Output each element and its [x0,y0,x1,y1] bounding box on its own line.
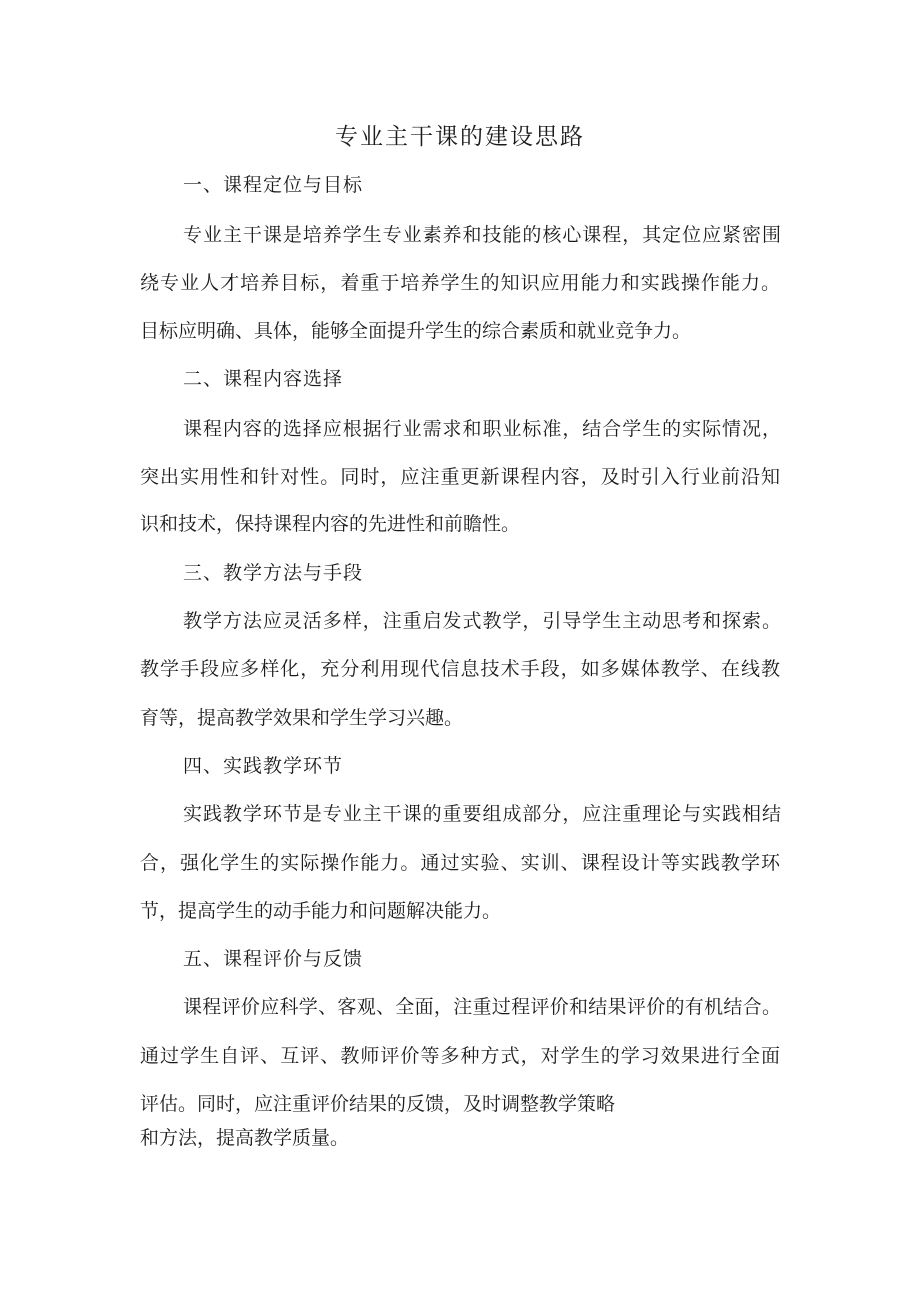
paragraph-line: 评估。同时，应注重评价结果的反馈，及时调整教学策略 [140,1093,616,1115]
paragraph-line: 和方法，提高教学质量。 [140,1127,350,1149]
paragraph-line: 教学方法应灵活多样，注重启发式教学，引导学生主动思考和探索。 [183,610,781,632]
paragraph-line: 课程内容的选择应根据行业需求和职业标准，结合学生的实际情况， [183,418,781,440]
document-title: 专业主干课的建设思路 [335,124,585,150]
paragraph-line: 通过学生自评、互评、教师评价等多种方式，对学生的学习效果进行全面 [140,1045,780,1067]
paragraph-line: 专业主干课是培养学生专业素养和技能的核心课程，其定位应紧密围 [183,224,781,246]
paragraph-line: 教学手段应多样化，充分利用现代信息技术手段，如多媒体教学、在线教 [140,658,780,680]
paragraph-line: 目标应明确、具体，能够全面提升学生的综合素质和就业竞争力。 [140,320,692,342]
paragraph-line: 课程评价应科学、客观、全面，注重过程评价和结果评价的有机结合。 [183,996,781,1018]
section-heading-5: 五、课程评价与反馈 [183,948,364,970]
section-heading-3: 三、教学方法与手段 [183,562,364,584]
section-heading-2: 二、课程内容选择 [183,368,344,390]
paragraph-line: 绕专业人才培养目标，着重于培养学生的知识应用能力和实践操作能力。 [140,272,780,294]
section-heading-1: 一、课程定位与目标 [183,174,364,196]
paragraph-line: 合，强化学生的实际操作能力。通过实验、实训、课程设计等实践教学环 [140,852,780,874]
section-heading-4: 四、实践教学环节 [183,755,344,777]
paragraph-line: 突出实用性和针对性。同时，应注重更新课程内容，及时引入行业前沿知 [140,466,780,488]
paragraph-line: 实践教学环节是专业主干课的重要组成部分，应注重理论与实践相结 [183,803,781,825]
paragraph-line: 识和技术，保持课程内容的先进性和前瞻性。 [140,513,521,535]
paragraph-line: 节，提高学生的动手能力和问题解决能力。 [140,900,502,922]
paragraph-line: 育等，提高教学效果和学生学习兴趣。 [140,707,464,729]
